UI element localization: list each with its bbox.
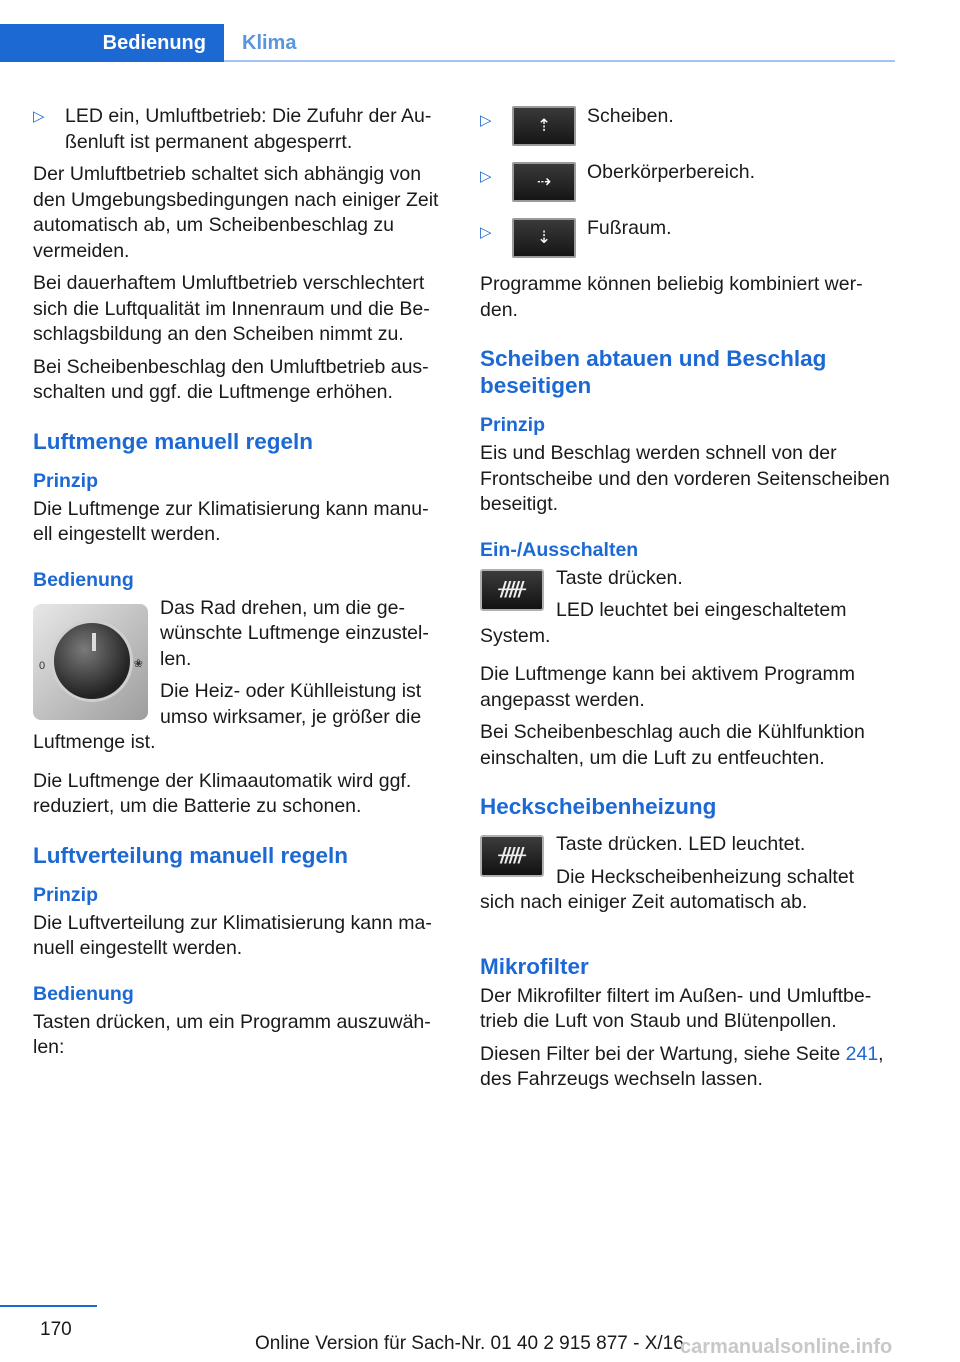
triangle-right-icon: ▷ [480,112,492,129]
right-column [480,104,890,1100]
paragraph: Taste drücken. LED leuchtet. [556,833,806,855]
header-divider [224,60,895,62]
paragraph: Die Luftmenge zur Klimatisierung kann manuell eingestellt werden. [33,497,429,545]
paragraph: Der Umluftbetrieb schaltet sich abhängig von den Umgebungsbedingungen nach einiger Zeit automatisch ab, um Scheibenbeschlag zu vermeiden. [33,163,439,262]
list-item [480,216,890,272]
paragraph: Tasten drücken, um ein Programm auszuwählen: [33,1010,431,1058]
paragraph: Bei dauerhaftem Umluftbetrieb verschlechtert sich die Luftqualität im Innenraum und die Beschlagsbildung an den Scheiben nimmt zu. [33,272,430,345]
page-number-rule [0,1305,97,1307]
paragraph: Programme können beliebig kombiniert werden. [480,273,863,321]
air-volume-knob-image [33,596,148,720]
rear-window-heating-button-image: ᚏ [480,835,544,877]
paragraph: Die Luftverteilung zur Klimatisierung kann manuell eingestellt werden. [33,911,432,959]
text: , des Fahrzeugs wechseln lassen. [480,1042,884,1090]
windshield-airflow-button-image: ⇡ [512,106,576,146]
subheading: Prinzip [480,414,546,436]
paragraph: Die Luftmenge kann bei aktivem Programm angepasst werden. [480,663,856,711]
knob-dial [51,620,133,702]
section-heading: Scheiben abtauen und Beschlag beseitigen [480,346,827,398]
section-heading: Luftmenge manuell regeln [33,428,314,454]
defrost-button-image: ᚏ [480,569,544,611]
paragraph: Die Heckscheibenheizung schaltet sich nach einiger Zeit automatisch ab. [480,865,855,913]
section-heading: Heckscheibenheizung [480,794,717,819]
upper-body-airflow-button-image: ⇢ [512,162,576,202]
subheading: Bedienung [33,568,134,591]
paragraph: Der Mikrofilter filtert im Außen- und Umluftbetrieb die Luft von Staub und Blütenpollen. [480,984,872,1032]
paragraph: Eis und Beschlag werden schnell von der Frontscheibe und den vorderen Seitenscheiben beseitigt. [480,442,890,515]
footwell-airflow-button-image: ⇣ [512,218,576,258]
page-number: 170 [40,1319,72,1340]
item-label: Fußraum. [587,217,672,239]
paragraph: LED leuchtet bei eingeschaltetem System. [480,599,847,647]
subheading: Prinzip [33,469,99,492]
watermark: carmanualsonline.info [680,1336,893,1358]
section-heading: Luftverteilung manuell regeln [33,842,349,868]
list-item [480,160,890,216]
fan-icon: ❀ [133,657,143,670]
tab-bedienung[interactable]: Bedienung [0,24,224,62]
subheading: Ein-/Ausschalten [480,538,639,561]
paragraph: Bei Scheibenbeschlag auch die Kühlfunktion einschalten, um die Luft zu entfeuchten. [480,721,865,769]
triangle-right-icon: ▷ [33,108,45,125]
item-label: Oberkörperbereich. [587,161,755,183]
subheading: Prinzip [33,883,99,906]
knob-zero-label: 0 [39,659,46,672]
online-version-footer: Online Version für Sach-Nr. 01 40 2 915 877 - X/16 [255,1333,684,1354]
list-item [480,104,890,160]
paragraph: Taste drücken. [556,566,683,589]
paragraph: Das Rad drehen, um die gewünschte Luftmenge einzustellen. [160,596,429,670]
paragraph: Bei Scheibenbeschlag den Umluftbetrieb ausschalten und ggf. die Luftmenge erhöhen. [33,355,429,403]
paragraph: Die Heiz- oder Kühlleistung ist umso wirksamer, je größer die Luftmenge ist. [33,680,422,753]
left-column [33,104,440,1068]
section-heading: Mikrofilter [480,953,589,979]
tab-klima[interactable]: Klima [242,32,297,54]
page-header [0,0,960,64]
text: Diesen Filter bei der Wartung, siehe Seite [480,1042,846,1065]
paragraph [480,1042,890,1093]
triangle-right-icon: ▷ [480,168,492,185]
triangle-right-icon: ▷ [480,224,492,241]
page-link-241[interactable]: 241 [845,1042,879,1065]
subheading: Bedienung [33,982,134,1005]
item-label: Scheiben. [587,105,674,127]
list-item [33,104,440,155]
bullet-text: LED ein, Umluftbetrieb: Die Zufuhr der Außenluft ist permanent abgesperrt. [65,105,432,153]
paragraph: Die Luftmenge der Klimaautomatik wird ggf. reduziert, um die Batterie zu schonen. [33,769,412,817]
